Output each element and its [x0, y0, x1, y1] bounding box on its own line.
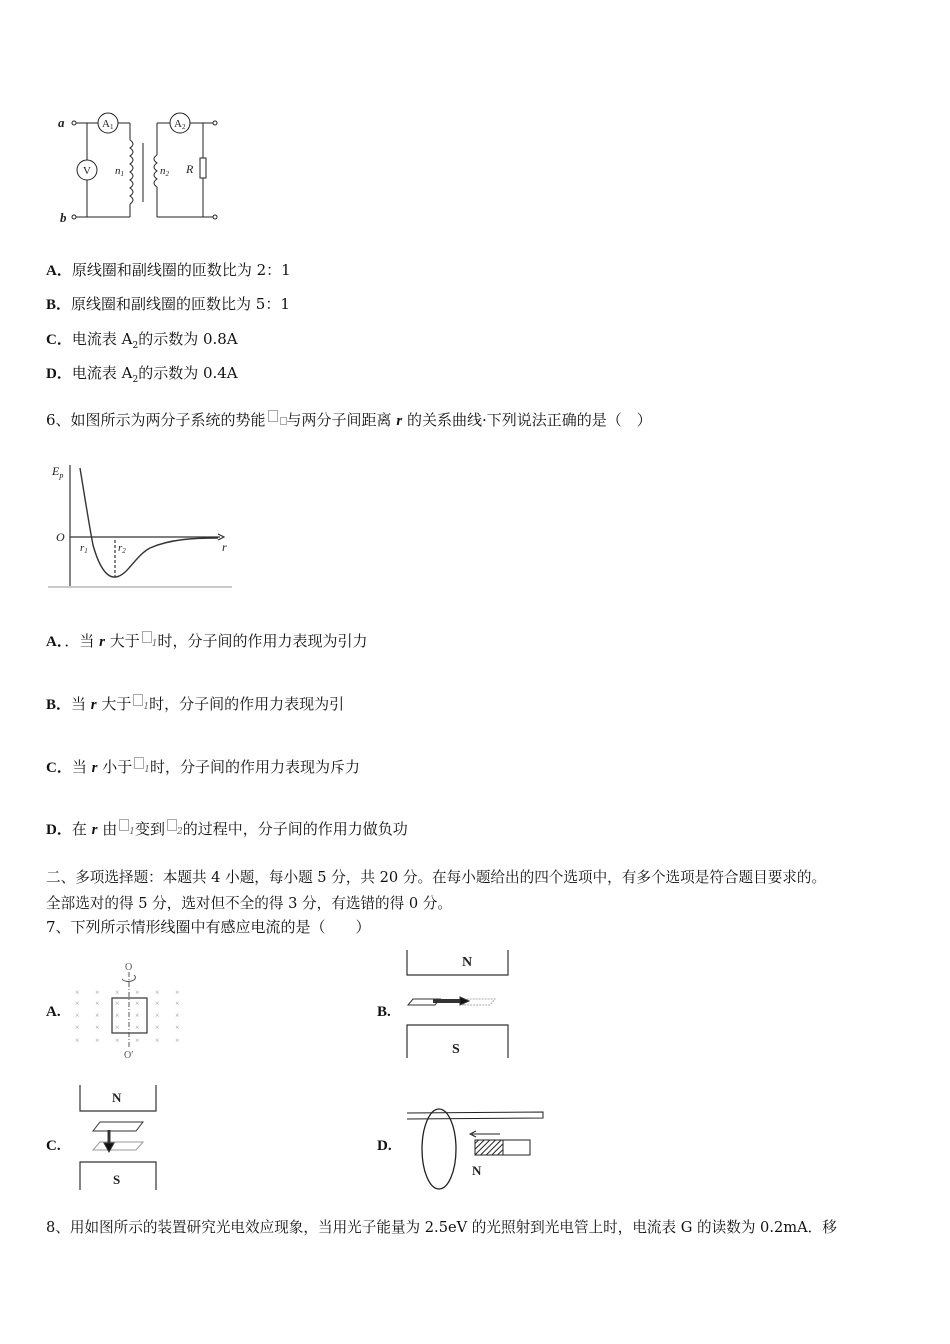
option-text: 原线圈和副线圈的匝数比为 2：1 — [71, 261, 291, 279]
magnet-n-label: N — [112, 1090, 122, 1105]
q7-option-b[interactable]: B. — [377, 1004, 391, 1020]
field-cross-icon: × — [155, 1036, 160, 1045]
q7-figure-d — [407, 1109, 543, 1189]
field-cross-icon: × — [175, 1036, 180, 1045]
axis-o-prime-label: O′ — [124, 1050, 134, 1061]
q7-figure-b — [407, 950, 508, 1058]
ammeter-a2-label: A2 — [174, 118, 186, 131]
field-cross-icon: × — [95, 1023, 100, 1032]
field-cross-icon: × — [115, 999, 120, 1008]
field-cross-icon: × — [175, 988, 180, 997]
placeholder-glyph — [268, 410, 278, 422]
placeholder-glyph — [280, 417, 287, 425]
q5-option-d[interactable] — [46, 363, 238, 390]
magnet-n-label: N — [462, 955, 473, 970]
option-text: 电流表 A — [71, 330, 133, 348]
placeholder-glyph — [134, 757, 144, 769]
q7-stem: 7、下列所示情形线圈中有感应电流的是（ ） — [46, 918, 371, 936]
ammeter-a1-label: A1 — [102, 118, 114, 131]
field-cross-icon: × — [135, 988, 140, 997]
subscript: 2 — [132, 375, 139, 385]
q8-stem: 8、用如图所示的装置研究光电效应现象，当用光子能量为 2.5eV 的光照射到光电管上时，电流表 G 的读数为 0.2mA．移 — [46, 1219, 837, 1236]
field-cross-icon: × — [75, 988, 80, 997]
magnet-s-label: S — [113, 1172, 121, 1187]
q7-figure-c — [80, 1085, 156, 1190]
option-text: 的示数为 0.8A — [138, 330, 238, 348]
field-cross-icon: × — [155, 988, 160, 997]
field-cross-icon: × — [135, 1011, 140, 1020]
field-cross-icon: × — [75, 999, 80, 1008]
field-cross-icon: × — [115, 988, 120, 997]
potential-energy-graph — [48, 464, 232, 587]
field-cross-icon: × — [95, 988, 100, 997]
q5-option-c[interactable] — [46, 329, 238, 356]
field-cross-icon: × — [135, 1023, 140, 1032]
q7-figure-a — [75, 962, 180, 1061]
q7-option-a[interactable]: A. — [46, 1004, 61, 1020]
r2-label: r2 — [118, 542, 126, 555]
option-text: 电流表 A — [71, 364, 133, 382]
terminal-a-label: a — [58, 115, 65, 130]
field-cross-icon: × — [135, 1036, 140, 1045]
q5-option-a[interactable] — [46, 260, 291, 281]
field-cross-icon: × — [155, 1011, 160, 1020]
field-cross-icon: × — [115, 1023, 120, 1032]
r1-label: r1 — [80, 542, 88, 555]
field-cross-icon: × — [175, 1023, 180, 1032]
magnet-s-label: S — [452, 1042, 460, 1057]
field-cross-icon: × — [155, 999, 160, 1008]
voltmeter-label: V — [83, 165, 91, 177]
ep-axis-label: $E_p$ — [52, 464, 64, 480]
resistor-label: R — [186, 162, 194, 176]
placeholder-glyph — [142, 631, 152, 643]
q6-option-c[interactable]: C．当 r 小于 1时，分子间的作用力表现为斥力 — [46, 758, 360, 776]
field-cross-icon: × — [155, 1023, 160, 1032]
axis-o-label: O — [125, 962, 133, 973]
q6-option-d[interactable]: D．在 r 由 1变到 2的过程中，分子间的作用力做负功 — [46, 820, 408, 838]
field-cross-icon: × — [135, 999, 140, 1008]
q6-stem: 6、如图所示为两分子系统的势能 与两分子间距离 r 的关系曲线·下列说法正确的是（ ） — [46, 411, 652, 429]
field-cross-icon: × — [175, 1011, 180, 1020]
placeholder-glyph — [119, 819, 129, 831]
option-letter: D． — [46, 366, 72, 382]
option-letter: A． — [46, 263, 72, 279]
magnet-n-label: N — [472, 1163, 482, 1178]
field-cross-icon: × — [95, 1036, 100, 1045]
option-letter: B． — [46, 297, 72, 313]
r-axis-label: r — [222, 540, 227, 554]
field-cross-icon: × — [95, 999, 100, 1008]
option-letter: C． — [46, 332, 72, 348]
field-cross-icon: × — [75, 1036, 80, 1045]
q6-option-b[interactable]: B．当 r 大于 1时，分子间的作用力表现为引 — [46, 695, 345, 713]
option-text: 原线圈和副线圈的匝数比为 5：1 — [71, 295, 290, 313]
field-cross-icon: × — [115, 1011, 120, 1020]
placeholder-glyph — [167, 819, 177, 831]
q5-option-b[interactable] — [46, 294, 290, 315]
field-cross-icon: × — [95, 1011, 100, 1020]
terminal-b-label: b — [60, 210, 67, 225]
field-cross-icon: × — [115, 1036, 120, 1045]
section-instructions: 全部选对的得 5 分，选对但不全的得 3 分，有选错的得 0 分。 — [46, 895, 452, 912]
placeholder-glyph — [133, 694, 143, 706]
option-text: 的示数为 0.4A — [138, 364, 238, 382]
q7-option-c[interactable]: C. — [46, 1138, 61, 1154]
field-cross-icon: × — [75, 1023, 80, 1032]
field-cross-icon: × — [75, 1011, 80, 1020]
subscript: 2 — [132, 341, 139, 351]
field-cross-icon: × — [175, 999, 180, 1008]
origin-label: O — [56, 530, 65, 544]
q7-option-d[interactable]: D. — [377, 1138, 392, 1154]
n1-label: n1 — [115, 165, 124, 178]
n2-label: n2 — [160, 165, 169, 178]
q6-option-a[interactable]: A．．当 r 大于 1时，分子间的作用力表现为引力 — [46, 632, 368, 650]
section-heading: 二、多项选择题：本题共 4 小题，每小题 5 分，共 20 分。在每小题给出的四个选项中，有多个选项是符合题目要求的。 — [46, 869, 827, 886]
